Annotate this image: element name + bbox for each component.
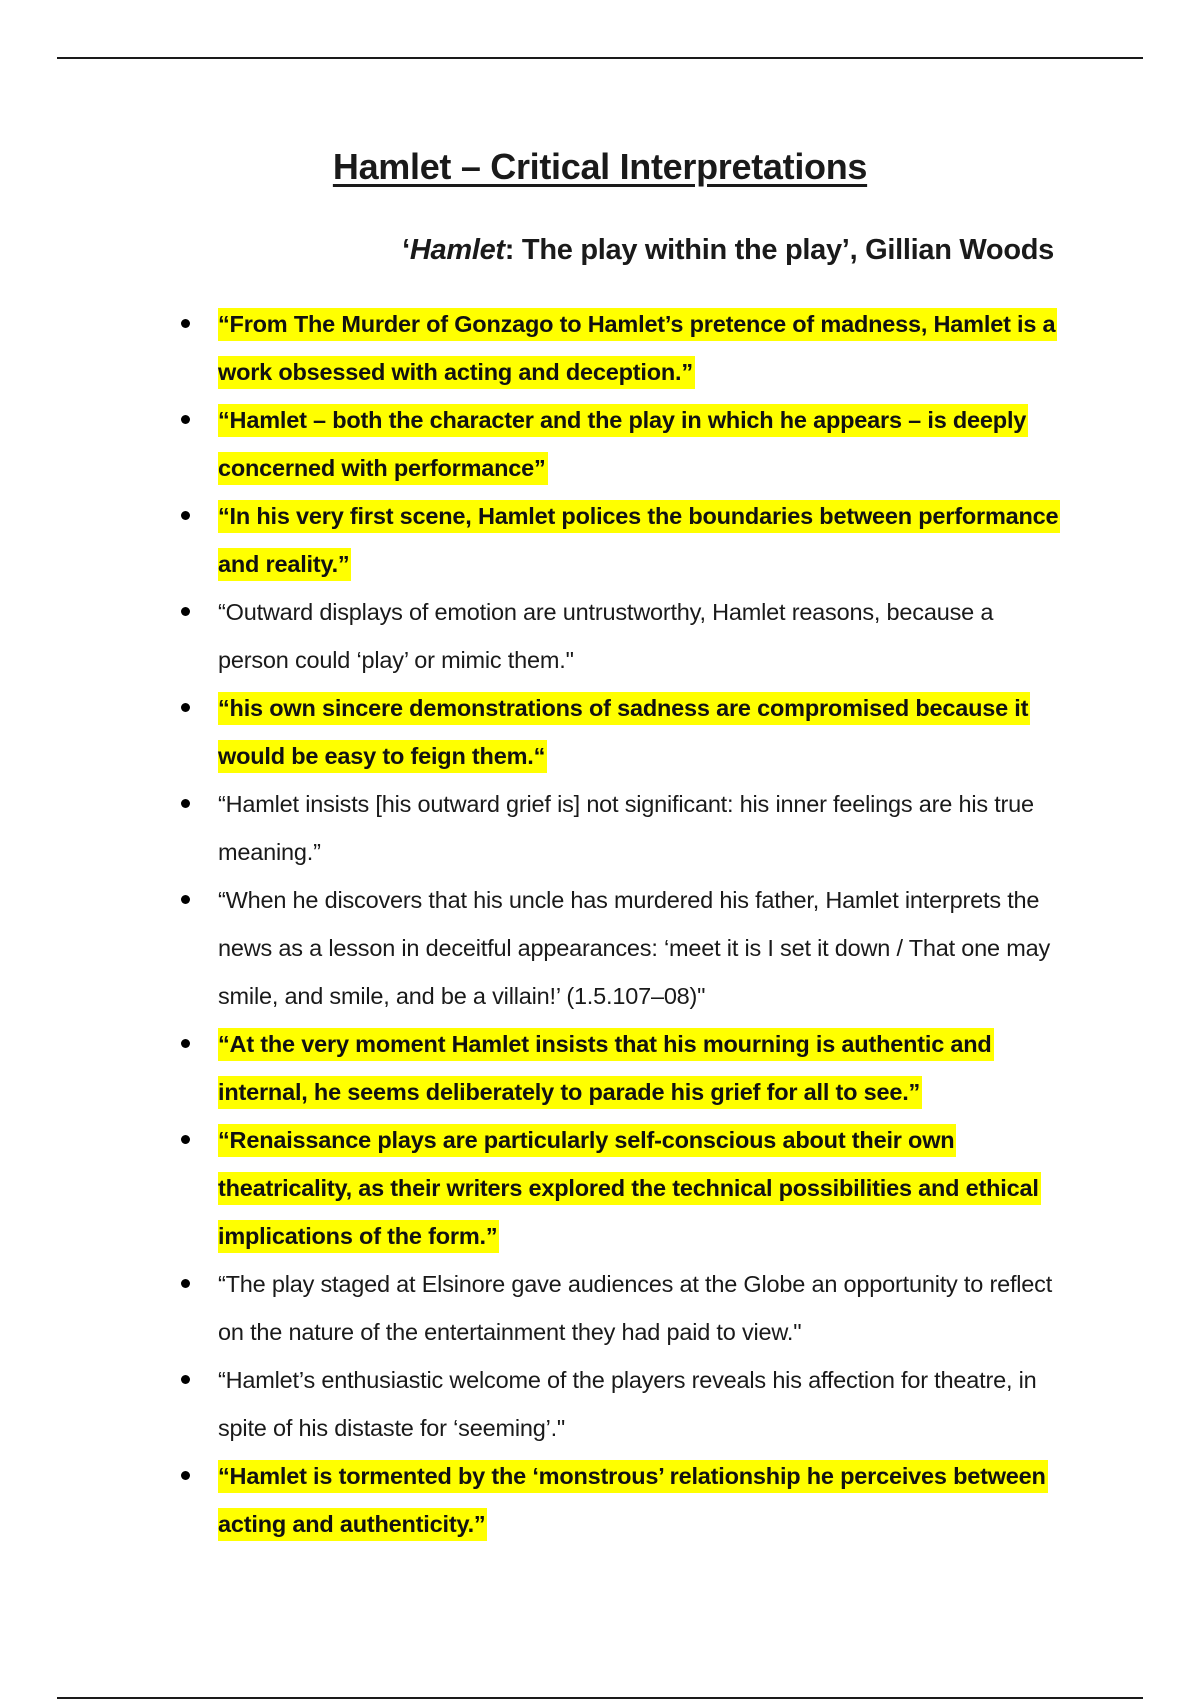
quote-text: “Hamlet is tormented by the ‘monstrous’ relationship he perceives between acting and authenticity.” [218,1460,1048,1541]
quote-text: “Outward displays of emotion are untrustworthy, Hamlet reasons, because a person could ‘play’ or mimic them." [218,599,994,673]
source-heading-rest: : The play within the play’, Gillian Woods [504,234,1054,266]
top-rule [57,57,1143,59]
quote-item [0,876,1068,1020]
bullet-icon [181,607,190,616]
quote-list [0,300,1200,1548]
quote-item [0,300,1068,396]
bullet-icon [181,1471,190,1480]
bullet-icon [181,1135,190,1144]
quote-text: “Hamlet insists [his outward grief is] not significant: his inner feelings are his true meaning.” [218,791,1034,865]
quote-text: “When he discovers that his uncle has murdered his father, Hamlet interprets the news as a lesson in deceitful appearances: ‘meet it is I set it down / That one may smile, and smile, and be a villain!’ (1.5.107–08)" [218,887,1051,1009]
quote-item [0,1116,1068,1260]
quote-text: “At the very moment Hamlet insists that his mourning is authentic and internal, he seems deliberately to parade his grief for all to see.” [218,1028,994,1109]
bottom-rule [57,1697,1143,1699]
bullet-icon [181,319,190,328]
quote-text: “Hamlet – both the character and the play in which he appears – is deeply concerned with performance” [218,404,1028,485]
quote-text: “From The Murder of Gonzago to Hamlet’s pretence of madness, Hamlet is a work obsessed with acting and deception.” [218,308,1057,389]
quote-item [0,1020,1068,1116]
quote-item [0,396,1068,492]
quote-item [0,1452,1068,1548]
quote-item [0,684,1068,780]
bullet-icon [181,1279,190,1288]
quote-text: “In his very first scene, Hamlet polices the boundaries between performance and reality.” [218,500,1060,581]
quote-item [0,780,1068,876]
quote-item [0,588,1068,684]
quote-text: “Renaissance plays are particularly self-conscious about their own theatricality, as their writers explored the technical possibilities and ethical implications of the form.” [218,1124,1041,1253]
source-heading-italic: Hamlet [409,234,505,266]
source-heading-open-quote: ‘ [402,234,410,266]
bullet-icon [181,1039,190,1048]
quote-item [0,1260,1068,1356]
page-title: Hamlet – Critical Interpretations [332,146,868,187]
quote-item [0,492,1068,588]
bullet-icon [181,799,190,808]
quote-item [0,1356,1068,1452]
bullet-icon [181,511,190,520]
bullet-icon [181,703,190,712]
bullet-icon [181,1375,190,1384]
source-heading [402,234,1054,267]
quote-text: “his own sincere demonstrations of sadness are compromised because it would be easy to feign them.“ [218,692,1030,773]
bullet-icon [181,415,190,424]
quote-text: “The play staged at Elsinore gave audiences at the Globe an opportunity to reflect on the nature of the entertainment they had paid to view." [218,1271,1053,1345]
bullet-icon [181,895,190,904]
quote-text: “Hamlet’s enthusiastic welcome of the players reveals his affection for theatre, in spite of his distaste for ‘seeming’." [218,1367,1037,1441]
